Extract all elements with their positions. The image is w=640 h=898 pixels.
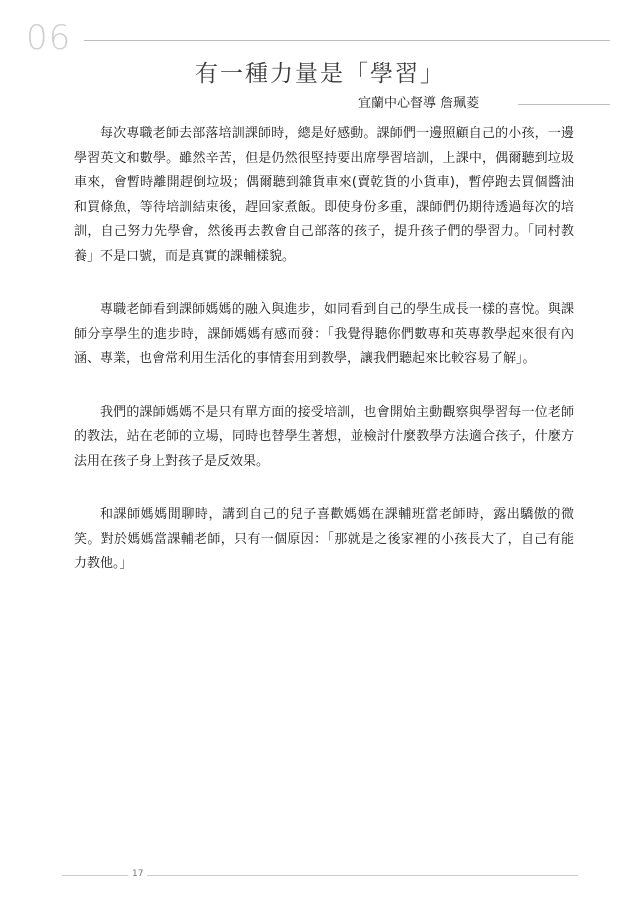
author-divider <box>518 104 610 105</box>
paragraph-3: 我們的課師媽媽不是只有單方面的接受培訓，也會開始主動觀察與學習每一位老師的教法，站在老師的立場，同時也替學生著想，並檢討什麼教學方法適合孩子，什麼方法用在孩子身上對孩子是反效果。 <box>74 404 574 469</box>
page-number: 17 <box>128 866 147 882</box>
paragraph-2: 專職老師看到課師媽媽的融入與進步，如同看到自己的學生成長一樣的喜悅。與課師分享學生的進步時，課師媽媽有感而發：「我覺得聽你們數專和英專教學起來很有內涵、專業，也會常利用生活化的事情套用到教學，讓我們聽起來比較容易了解」。 <box>74 302 574 366</box>
paragraph-4: 和課師媽媽閒聊時，講到自己的兒子喜歡媽媽在課輔班當老師時，露出驕傲的微笑。對於媽媽當課輔老師，只有一個原因：「那就是之後家裡的小孩長大了，自己有能力教他。」 <box>74 507 574 571</box>
article-body <box>74 122 574 606</box>
article-author: 宜蘭中心督導 詹珮菱 <box>358 96 480 111</box>
article-title: 有一種力量是「學習」 <box>195 61 445 87</box>
paragraph-1: 每次專職老師去部落培訓課師時，總是好感動。課師們一邊照顧自己的小孩，一邊學習英文和數學。雖然辛苦，但是仍然很堅持要出席學習培訓，上課中，偶爾聽到垃圾車來，會暫時離開趕倒垃圾；偶爾聽到雜貨車來(賣乾貨的小貨車)，暫停跑去買個醬油和買條魚，等待培訓結束後，趕回家煮飯。即使身份多重，課師們仍期待透過每次的培訓，自己努力先學會，然後再去教會自己部落的孩子，提升孩子們的學習力。「同村教養」不是口號，而是真實的課輔樣貌。 <box>74 126 574 264</box>
chapter-number: 06 <box>26 18 72 58</box>
author-line <box>340 94 610 114</box>
header-divider <box>84 40 610 41</box>
